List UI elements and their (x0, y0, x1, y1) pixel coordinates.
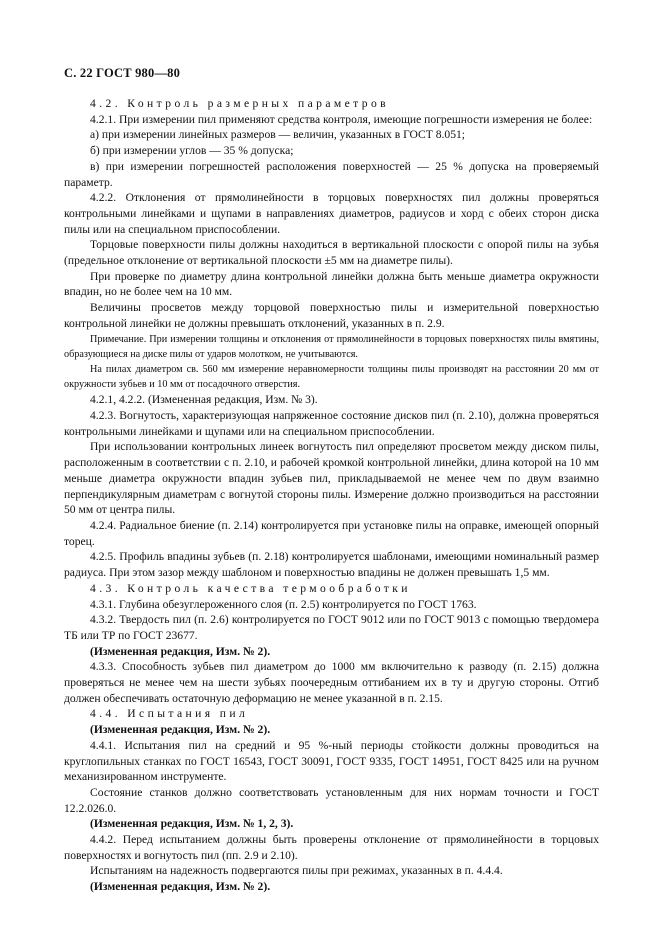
amendment-note: (Измененная редакция, Изм. № 2). (90, 644, 271, 658)
section-heading: 4.3. Контроль качества термообработки (90, 581, 411, 595)
paragraph: При проверке по диаметру длина контрольной линейки должна быть меньше диаметра окружности впадин, но не более чем на 10 мм. (64, 269, 599, 299)
paragraph: 4.2.1, 4.2.2. (Измененная редакция, Изм. № 3). (90, 393, 318, 407)
paragraph: 4.2.2. Отклонения от прямолинейности в торцовых поверхностях пил должны проверяться контрольными линейками и щупами в направлениях диаметров, радиусов и хорд с обеих сторон диска пилы или на специальном приспособлении. (64, 191, 599, 236)
paragraph: 4.3.2. Твердость пил (п. 2.6) контролируется по ГОСТ 9012 или по ГОСТ 9013 с помощью твердомера ТБ или ТР по ГОСТ 23677. (64, 613, 599, 642)
amendment-note: (Измененная редакция, Изм. № 2). (90, 723, 271, 737)
paragraph: Торцовые поверхности пилы должны находиться в вертикальной плоскости с опорой пилы на зубья (предельное отклонение от вертикальной плоскости ±5 мм на диаметре пилы). (64, 238, 599, 268)
document-body (64, 96, 599, 895)
paragraph: 4.2.5. Профиль впадины зубьев (п. 2.18) контролируется шаблонами, имеющими номинальный размер радиуса. При этом зазор между шаблоном и поверхностью впадины не должен превышать 1,5 мм. (64, 550, 599, 580)
paragraph: При использовании контрольных линеек вогнутость пил определяют просветом между диском пилы, расположенным в соответствии с п. 2.10, и рабочей кромкой контрольной линейки, длина которой на 10 мм меньше диаметра окружности впадин зубьев пил, прикладываемой не менее чем по двум взаимно перпендикулярным диаметрам с вогнутой стороны пилы. Измерение должно производиться на расстоянии 50 мм от центра пилы. (64, 440, 599, 517)
paragraph: 4.2.4. Радиальное биение (п. 2.14) контролируется при установке пилы на оправке, имеющей опорный торец. (64, 518, 599, 548)
note: На пилах диаметром св. 560 мм измерение неравномерности толщины пилы производят на расстоянии 20 мм от окружности зубьев и 10 мм от посадочного отверстия. (64, 363, 599, 391)
section-heading: 4.4. Испытания пил (90, 707, 249, 721)
paragraph: Величины просветов между торцовой поверхностью пилы и измерительной поверхностью контрольной линейки не должны превышать отклонений, указанных в п. 2.9. (64, 301, 599, 330)
list-item: а) при измерении линейных размеров — величин, указанных в ГОСТ 8.051; (90, 128, 466, 142)
paragraph: 4.4.1. Испытания пил на средний и 95 %-ный периоды стойкости должны проводиться на круглопильных станках по ГОСТ 16543, ГОСТ 30091, ГОСТ 9335, ГОСТ 14951, ГОСТ 8425 или на ручном механизированном инструменте. (64, 738, 599, 784)
paragraph: 4.3.1. Глубина обезуглероженного слоя (п. 2.5) контролируется по ГОСТ 1763. (90, 597, 477, 611)
paragraph: 4.4.2. Перед испытанием должны быть проверены отклонение от прямолинейности в торцовых поверхностях и вогнутость пил (пп. 2.9 и 2.10). (64, 833, 599, 862)
paragraph: Состояние станков должно соответствовать установленным для них нормам точности и ГОСТ 12.2.026.0. (64, 785, 599, 815)
paragraph: 4.2.1. При измерении пил применяют средства контроля, имеющие погрешности измерения не более: (90, 112, 593, 126)
list-item: б) при измерении углов — 35 % допуска; (90, 144, 294, 158)
page-header: С. 22 ГОСТ 980—80 (64, 66, 181, 80)
paragraph: 4.3.3. Способность зубьев пил диаметром до 1000 мм включительно к разводу (п. 2.15) должна проверяться не менее чем на шести зубьях поочередным оттибанием их в ту и другую стороны. Отгиб должен обеспечивать остаточную деформацию не менее указанной в п. 2.15. (64, 660, 599, 705)
amendment-note: (Измененная редакция, Изм. № 2). (90, 880, 271, 894)
note: Примечание. При измерении толщины и отклонения от прямолинейности в торцовых поверхностях пилы вмятины, образующиеся на диске пилы от ударов молотком, не учитываются. (64, 333, 599, 360)
amendment-note: (Измененная редакция, Изм. № 1, 2, 3). (90, 817, 294, 831)
paragraph: 4.2.3. Вогнутость, характеризующая напряженное состояние дисков пил (п. 2.10), должна проверяться контрольными линейками и щупами или на специальном приспособлении. (64, 409, 599, 438)
section-heading: 4.2. Контроль размерных параметров (90, 97, 390, 110)
list-item: в) при измерении погрешностей расположения поверхностей — 25 % допуска на проверяемый параметр. (64, 159, 599, 189)
paragraph: Испытаниям на надежность подвергаются пилы при режимах, указанных в п. 4.4.4. (90, 864, 503, 878)
